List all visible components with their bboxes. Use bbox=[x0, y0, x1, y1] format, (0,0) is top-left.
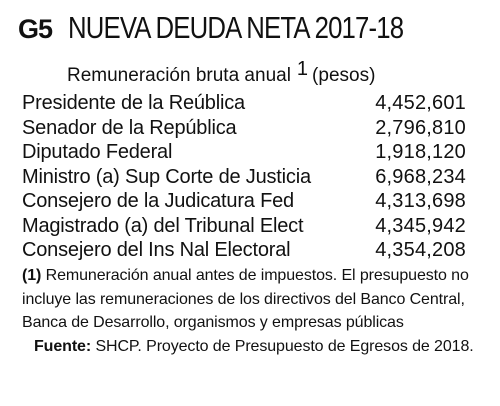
salary-value: 1,918,120 bbox=[375, 141, 466, 163]
salary-value: 4,313,698 bbox=[375, 190, 466, 212]
salary-value: 4,345,942 bbox=[375, 214, 466, 237]
salary-value: 6,968,234 bbox=[375, 165, 466, 188]
position-label: Ministro (a) Sup Corte de Justicia bbox=[22, 165, 311, 188]
position-label: Presidente de la Reública bbox=[22, 92, 245, 114]
position-label: Senador de la República bbox=[22, 116, 237, 139]
source-label: Fuente: bbox=[34, 337, 92, 355]
footnote-text: Remuneración anual antes de impuestos. El presupuesto no incluye las remuneraciones de los directivos del Banco Central, Banca de Desarrollo, organismos y empresas públicas bbox=[22, 267, 469, 331]
table-row bbox=[22, 116, 466, 141]
header bbox=[18, 8, 472, 49]
table-subtitle bbox=[67, 57, 375, 88]
salary-value: 2,796,810 bbox=[375, 116, 466, 139]
table-row bbox=[22, 189, 466, 214]
source-text: SHCP. Proyecto de Presupuesto de Egresos de 2018. bbox=[95, 337, 474, 355]
table-row bbox=[22, 91, 466, 116]
table-row bbox=[22, 238, 466, 263]
page-title: NUEVA DEUDA NETA 2017-18 bbox=[68, 10, 404, 45]
salary-value: 4,354,208 bbox=[375, 239, 466, 261]
table-row bbox=[22, 140, 466, 165]
footnote-marker: (1) bbox=[22, 267, 42, 284]
subtitle-text: Remuneración bruta anual bbox=[67, 65, 291, 86]
position-label: Consejero de la Judicatura Fed bbox=[22, 190, 294, 212]
position-label: Magistrado (a) del Tribunal Elect bbox=[22, 214, 304, 237]
footnote bbox=[22, 264, 474, 358]
salary-value: 4,452,601 bbox=[375, 92, 466, 114]
graphic-code: G5 bbox=[18, 14, 53, 44]
table-row bbox=[22, 165, 466, 190]
position-label: Consejero del Ins Nal Electoral bbox=[22, 239, 291, 261]
salary-table bbox=[22, 91, 466, 263]
footnote-reference: 1 bbox=[296, 58, 309, 80]
position-label: Diputado Federal bbox=[22, 141, 173, 163]
unit-label: (pesos) bbox=[312, 65, 376, 86]
table-row bbox=[22, 214, 466, 239]
